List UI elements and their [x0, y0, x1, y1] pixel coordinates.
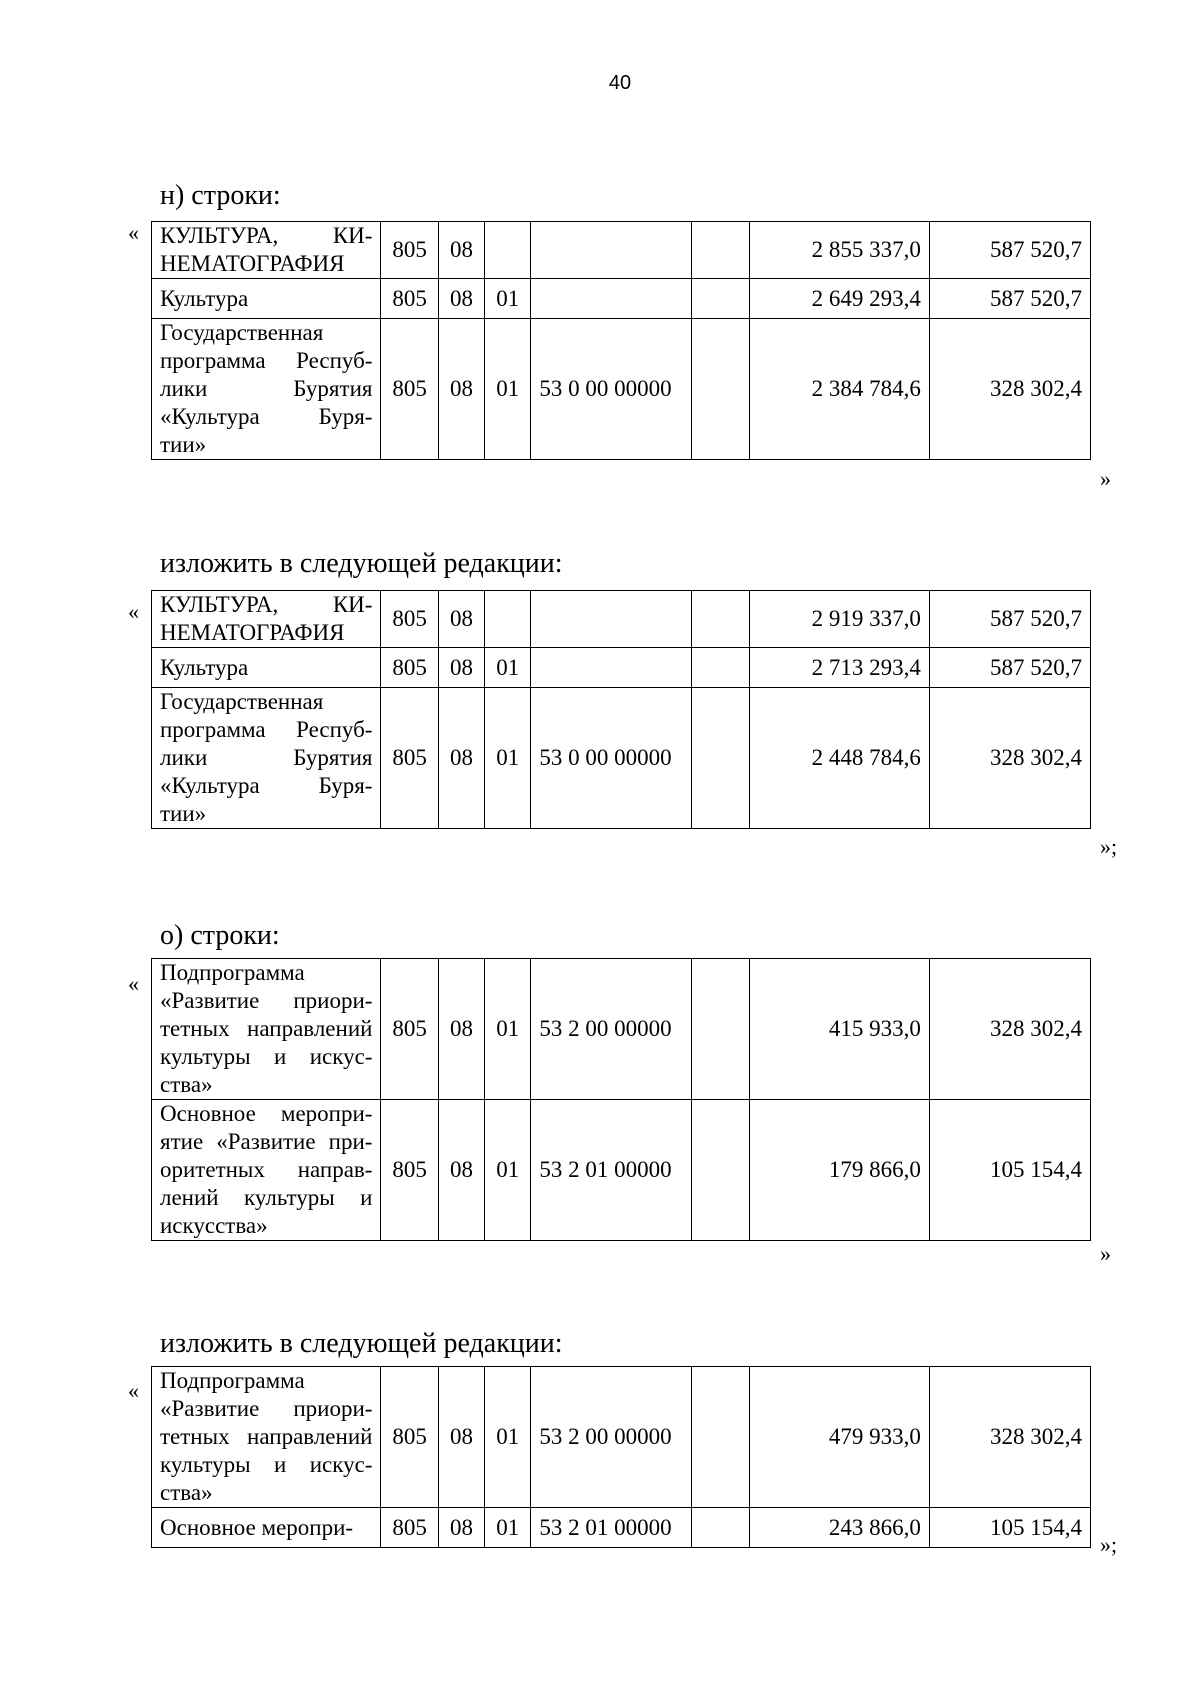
row-name-line: ства» — [160, 1072, 213, 1097]
amount-federal-cell: 105 154,4 — [929, 1100, 1090, 1241]
row-name-line: культуры и искус- — [160, 1044, 373, 1069]
subsection-code-cell: 01 — [485, 648, 531, 688]
subsection-code-cell: 01 — [485, 959, 531, 1100]
close-quote: »; — [1100, 1532, 1118, 1557]
amount-federal-cell: 328 302,4 — [929, 319, 1090, 460]
subsection-code-cell — [485, 591, 531, 648]
row-name-line: ятие «Развитие при- — [160, 1129, 373, 1154]
amount-total-cell: 243 866,0 — [749, 1508, 929, 1548]
amount-total-cell: 479 933,0 — [749, 1367, 929, 1508]
row-name-line: Культура — [160, 285, 249, 311]
row-name-line: Государственная — [160, 320, 324, 345]
table-row — [152, 279, 1091, 319]
amount-total-cell: 2 448 784,6 — [749, 688, 929, 829]
row-name-line: культуры и искус- — [160, 1452, 373, 1477]
section-code-cell: 08 — [438, 591, 484, 648]
row-name-cell — [152, 688, 381, 829]
amount-total-cell: 415 933,0 — [749, 959, 929, 1100]
target-article-cell — [531, 591, 692, 648]
row-name-line: лений культуры и — [160, 1185, 373, 1210]
row-name-cell — [152, 1508, 381, 1548]
row-name-line: тетных направлений — [160, 1424, 373, 1449]
department-code-cell: 805 — [381, 688, 438, 829]
section-code-cell: 08 — [438, 222, 484, 279]
subsection-code-cell: 01 — [485, 1367, 531, 1508]
expense-type-cell — [692, 959, 749, 1100]
row-name-line: Основное меропри- — [160, 1101, 373, 1126]
section-code-cell: 08 — [438, 319, 484, 460]
amount-federal-cell: 328 302,4 — [929, 1367, 1090, 1508]
target-article-cell: 53 0 00 00000 — [531, 688, 692, 829]
section-code-cell: 08 — [438, 279, 484, 319]
expense-type-cell — [692, 1100, 749, 1241]
row-name-cell — [152, 591, 381, 648]
row-name-line: НЕМАТОГРАФИЯ — [160, 620, 345, 645]
row-name-line: тии» — [160, 801, 207, 826]
expense-type-cell — [692, 1508, 749, 1548]
row-name-line: Культура — [160, 654, 249, 680]
row-name-cell — [152, 319, 381, 460]
row-name-line: Государственная — [160, 689, 324, 714]
amount-total-cell: 2 855 337,0 — [749, 222, 929, 279]
expense-type-cell — [692, 319, 749, 460]
section-heading: н) строки: — [160, 180, 281, 211]
expense-type-cell — [692, 279, 749, 319]
page-number: 40 — [608, 72, 632, 94]
budget-table — [151, 958, 1091, 1241]
row-name-line: лики Бурятия — [160, 745, 373, 770]
amount-federal-cell: 328 302,4 — [929, 688, 1090, 829]
section-heading: изложить в следующей редакции: — [160, 1328, 563, 1359]
row-name-line: искусства» — [160, 1213, 268, 1238]
department-code-cell: 805 — [381, 648, 438, 688]
department-code-cell: 805 — [381, 1508, 438, 1548]
close-quote: »; — [1100, 834, 1118, 859]
amount-federal-cell: 587 520,7 — [929, 279, 1090, 319]
section-code-cell: 08 — [438, 1100, 484, 1241]
table-row — [152, 319, 1091, 460]
target-article-cell: 53 2 01 00000 — [531, 1508, 692, 1548]
open-quote: « — [128, 971, 139, 996]
target-article-cell: 53 2 00 00000 — [531, 959, 692, 1100]
table-row — [152, 1367, 1091, 1508]
close-quote: » — [1100, 1241, 1111, 1266]
row-name-line: Подпрограмма — [160, 960, 305, 985]
row-name-line: Подпрограмма — [160, 1368, 305, 1393]
department-code-cell: 805 — [381, 1367, 438, 1508]
row-name-line: программа Респуб- — [160, 717, 373, 742]
amount-federal-cell: 587 520,7 — [929, 222, 1090, 279]
table-row — [152, 648, 1091, 688]
section-code-cell: 08 — [438, 1367, 484, 1508]
expense-type-cell — [692, 688, 749, 829]
subsection-code-cell: 01 — [485, 1508, 531, 1548]
section-heading: о) строки: — [160, 920, 280, 951]
expense-type-cell — [692, 648, 749, 688]
department-code-cell: 805 — [381, 279, 438, 319]
row-name-cell — [152, 222, 381, 279]
amount-federal-cell: 328 302,4 — [929, 959, 1090, 1100]
department-code-cell: 805 — [381, 319, 438, 460]
row-name-line: «Развитие приори- — [160, 1396, 373, 1421]
budget-table — [151, 1366, 1091, 1548]
table-row — [152, 222, 1091, 279]
open-quote: « — [128, 1378, 139, 1403]
section-code-cell: 08 — [438, 959, 484, 1100]
expense-type-cell — [692, 222, 749, 279]
target-article-cell: 53 0 00 00000 — [531, 319, 692, 460]
target-article-cell — [531, 222, 692, 279]
row-name-line: «Развитие приори- — [160, 988, 373, 1013]
row-name-line: НЕМАТОГРАФИЯ — [160, 251, 345, 276]
department-code-cell: 805 — [381, 222, 438, 279]
amount-total-cell: 2 919 337,0 — [749, 591, 929, 648]
budget-table — [151, 221, 1091, 460]
row-name-cell — [152, 1367, 381, 1508]
department-code-cell: 805 — [381, 959, 438, 1100]
row-name-cell — [152, 1100, 381, 1241]
subsection-code-cell — [485, 222, 531, 279]
amount-total-cell: 179 866,0 — [749, 1100, 929, 1241]
target-article-cell — [531, 648, 692, 688]
open-quote: « — [128, 599, 139, 624]
row-name-cell — [152, 279, 381, 319]
table-row — [152, 959, 1091, 1100]
target-article-cell: 53 2 01 00000 — [531, 1100, 692, 1241]
table-row — [152, 1508, 1091, 1548]
row-name-line: «Культура Буря- — [160, 773, 373, 798]
expense-type-cell — [692, 1367, 749, 1508]
row-name-line: КУЛЬТУРА, КИ- — [160, 592, 373, 617]
amount-federal-cell: 587 520,7 — [929, 591, 1090, 648]
row-name-line: лики Бурятия — [160, 376, 373, 401]
section-heading: изложить в следующей редакции: — [160, 548, 563, 579]
budget-table — [151, 590, 1091, 829]
amount-total-cell: 2 649 293,4 — [749, 279, 929, 319]
table-row — [152, 688, 1091, 829]
section-code-cell: 08 — [438, 1508, 484, 1548]
row-name-cell — [152, 959, 381, 1100]
row-name-line: Основное меропри- — [160, 1514, 354, 1540]
row-name-line: тетных направлений — [160, 1016, 373, 1041]
row-name-line: ства» — [160, 1480, 213, 1505]
subsection-code-cell: 01 — [485, 319, 531, 460]
table-row — [152, 591, 1091, 648]
section-code-cell: 08 — [438, 688, 484, 829]
row-name-line: тии» — [160, 432, 207, 457]
expense-type-cell — [692, 591, 749, 648]
department-code-cell: 805 — [381, 591, 438, 648]
amount-total-cell: 2 384 784,6 — [749, 319, 929, 460]
amount-federal-cell: 105 154,4 — [929, 1508, 1090, 1548]
subsection-code-cell: 01 — [485, 1100, 531, 1241]
target-article-cell: 53 2 00 00000 — [531, 1367, 692, 1508]
row-name-line: КУЛЬТУРА, КИ- — [160, 223, 373, 248]
subsection-code-cell: 01 — [485, 279, 531, 319]
section-code-cell: 08 — [438, 648, 484, 688]
close-quote: » — [1100, 466, 1111, 491]
row-name-line: программа Респуб- — [160, 348, 373, 373]
row-name-line: «Культура Буря- — [160, 404, 373, 429]
open-quote: « — [128, 220, 139, 245]
subsection-code-cell: 01 — [485, 688, 531, 829]
target-article-cell — [531, 279, 692, 319]
department-code-cell: 805 — [381, 1100, 438, 1241]
amount-total-cell: 2 713 293,4 — [749, 648, 929, 688]
table-row — [152, 1100, 1091, 1241]
row-name-line: оритетных направ- — [160, 1157, 373, 1182]
row-name-cell — [152, 648, 381, 688]
amount-federal-cell: 587 520,7 — [929, 648, 1090, 688]
